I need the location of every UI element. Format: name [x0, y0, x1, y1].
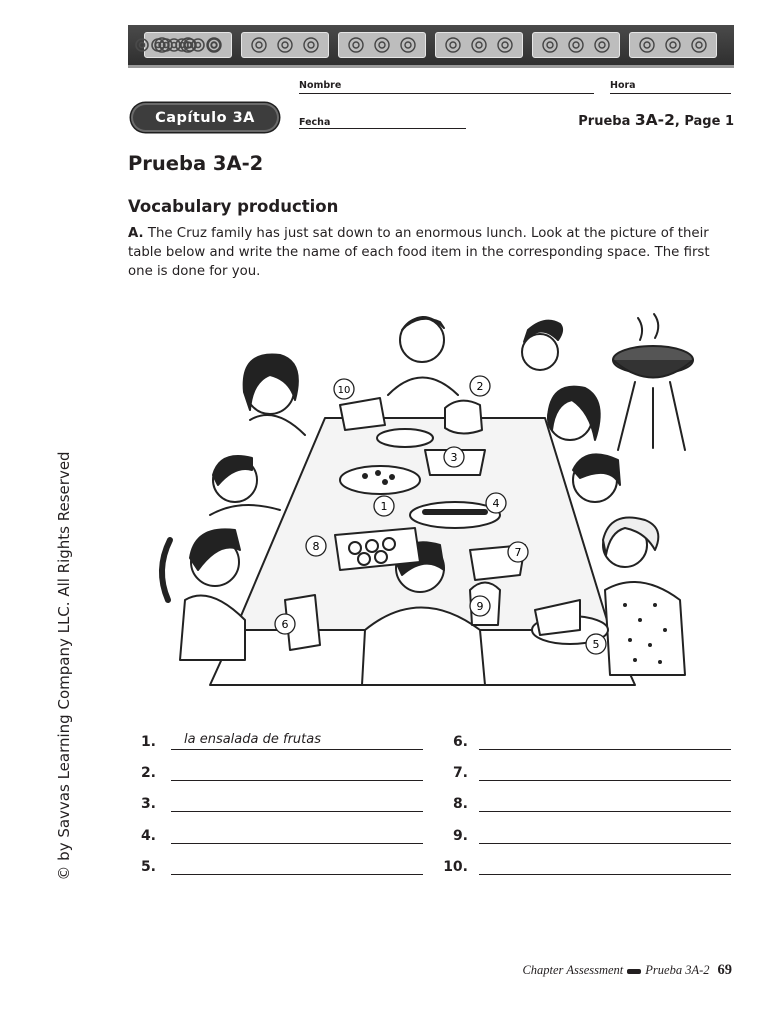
prueba-code: 3A-2 [634, 111, 675, 129]
answer-field-7[interactable] [479, 780, 731, 781]
instructions-text: The Cruz family has just sat down to an enormous lunch. Look at the picture of their table below and write the name of each food item in the corresponding space. The first one is done for you. [128, 226, 710, 279]
answer-field-5[interactable] [171, 874, 423, 875]
answer-1-value: la ensalada de frutas [184, 732, 321, 747]
fecha-field[interactable] [299, 128, 466, 129]
fruit-salad-bowl [340, 466, 420, 494]
page-footer [522, 962, 732, 979]
footer-separator [627, 969, 641, 974]
label-3 [444, 447, 464, 467]
section-heading: Vocabulary production [128, 197, 339, 216]
answer-field-3[interactable] [171, 811, 423, 812]
answer-number: 1. [140, 734, 156, 750]
instructions [128, 224, 734, 281]
label-5 [586, 634, 606, 654]
person-woman-right [548, 387, 600, 440]
hora-field[interactable] [610, 93, 731, 94]
answer-field-6[interactable] [479, 749, 731, 750]
page-number: 69 [717, 962, 732, 978]
salad-bowl [377, 429, 433, 447]
answer-number: 3. [140, 796, 156, 812]
label-9 [470, 596, 490, 616]
label-9-text: 9 [476, 600, 484, 613]
answer-field-8[interactable] [479, 811, 731, 812]
label-7-text: 7 [514, 546, 522, 559]
label-5-text: 5 [592, 638, 600, 651]
answer-field-1[interactable] [171, 749, 423, 750]
family-lunch-illustration [140, 300, 730, 700]
chapter-badge: Capítulo 3A [131, 103, 279, 132]
answer-number: 9. [452, 828, 468, 844]
label-7 [508, 542, 528, 562]
grill [613, 314, 693, 450]
person-woman-left [244, 354, 305, 435]
hora-label: Hora [610, 80, 636, 91]
answer-number: 5. [140, 859, 156, 875]
pitcher [445, 401, 482, 434]
answer-number: 10. [443, 859, 468, 875]
prueba-prefix: Prueba [578, 114, 631, 129]
copyright-notice: © by Savvas Learning Company LLC. All Rights Reserved [55, 451, 73, 881]
label-8 [306, 536, 326, 556]
answer-field-2[interactable] [171, 780, 423, 781]
section-letter: A. [128, 226, 144, 241]
label-1-text: 1 [380, 500, 388, 513]
footer-text: Chapter Assessment [522, 963, 624, 977]
answer-number: 8. [452, 796, 468, 812]
label-2 [470, 376, 490, 396]
answer-number: 2. [140, 765, 156, 781]
label-10 [334, 379, 354, 399]
nombre-label: Nombre [299, 80, 342, 91]
person-girl-left-front [162, 529, 245, 660]
label-4-text: 4 [492, 497, 500, 510]
page-title: Prueba 3A-2 [128, 152, 264, 175]
label-3-text: 3 [450, 451, 458, 464]
footer-prueba: Prueba 3A-2 [645, 963, 710, 977]
fecha-label: Fecha [299, 117, 331, 128]
label-1 [374, 496, 394, 516]
prueba-header [578, 111, 734, 129]
label-4 [486, 493, 506, 513]
bread-loaf [340, 398, 385, 430]
person-girl-top-right [522, 321, 562, 370]
person-boy-right [573, 454, 620, 502]
nombre-field[interactable] [299, 93, 594, 94]
answer-field-4[interactable] [171, 843, 423, 844]
label-6-text: 6 [281, 618, 289, 631]
label-6 [275, 614, 295, 634]
band-swirls [128, 25, 734, 65]
answer-field-9[interactable] [479, 843, 731, 844]
person-woman-right-front [603, 518, 685, 676]
page-label: , Page 1 [674, 114, 734, 129]
person-boy-left [210, 456, 280, 515]
label-8-text: 8 [312, 540, 320, 553]
label-10-text: 10 [337, 385, 351, 396]
person-father-top [388, 317, 458, 395]
answer-field-10[interactable] [479, 874, 731, 875]
answer-number: 6. [452, 734, 468, 750]
answer-number: 4. [140, 828, 156, 844]
label-2-text: 2 [476, 380, 484, 393]
answer-number: 7. [452, 765, 468, 781]
